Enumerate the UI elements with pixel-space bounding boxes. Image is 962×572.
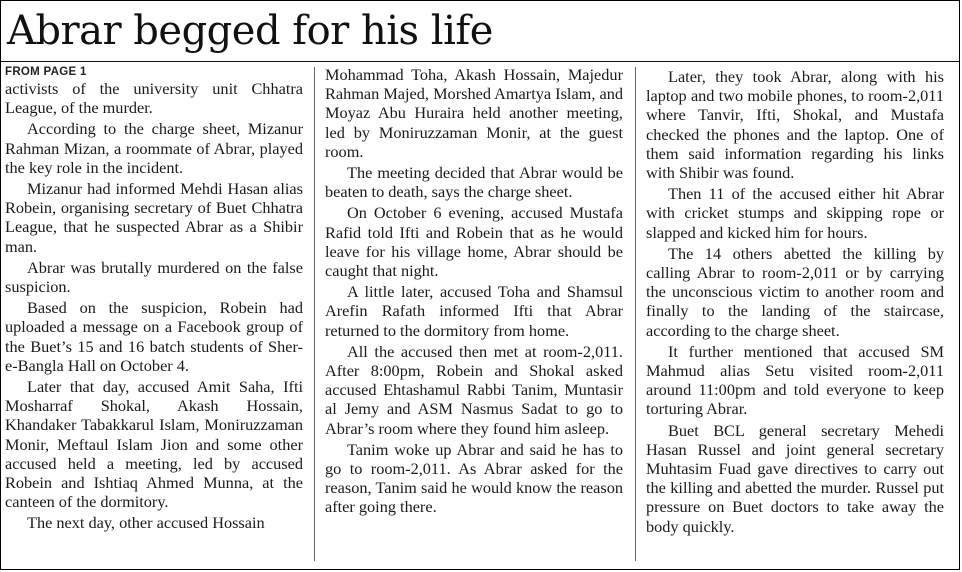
headline: Abrar begged for his life [7, 8, 493, 54]
paragraph: A little later, accused Toha and Shamsul Arefin Rafath informed Ifti that Abrar returned to the dormitory from home. [325, 282, 623, 340]
article-column-3 [646, 65, 944, 563]
paragraph: All the accused then met at room-2,011. After 8:00pm, Robein and Shokal asked accused Ehtashamul Rabbi Tanim, Muntasir al Jemy and ASM Nasmus Sadat to go to Abrar’s room where they found him asleep. [325, 341, 623, 438]
paragraph: On October 6 evening, accused Mustafa Rafid told Ifti and Robein that as he would leave for his village home, Abrar should be caught that night. [325, 203, 623, 281]
column-divider [314, 67, 315, 561]
paragraph: The 14 others abetted the killing by calling Abrar to room-2,011 or by carrying the unconscious victim to another room and finally to the landing of the staircase, according to the charge sheet. [646, 243, 944, 340]
paragraph: Later that day, accused Amit Saha, Ifti Mosharraf Shokal, Akash Hossain, Khandaker Tabakkarul Islam, Moniruzzaman Monir, Meftaul Islam Jion and some other accused held a meeting, led by accused Robein and Ishtiaq Ahmed Munna, at the canteen of the dormitory. [5, 377, 303, 512]
paragraph: Abrar was brutally murdered on the false suspicion. [5, 257, 303, 297]
paragraph: Based on the suspicion, Robein had uploaded a message on a Facebook group of the Buet’s 15 and 16 batch students of Sher-e-Bangla Hall on October 4. [5, 298, 303, 375]
paragraph: activists of the university unit Chhatra League, of the murder. [5, 79, 303, 118]
paragraph: Tanim woke up Abrar and said he has to go to room-2,011. As Abrar asked for the reason, Tanim said he would know the reason after going there. [325, 439, 623, 517]
paragraph: Buet BCL general secretary Mehedi Hasan Russel and joint general secretary Muhtasim Fuad gave directives to carry out the killing and abetted the murder. Russel put pressure on Buet doctors to take away the body quickly. [646, 420, 944, 536]
paragraph: Mizanur had informed Mehdi Hasan alias Robein, organising secretary of Buet Chhatra League, that he suspected Abrar as a Shibir man. [5, 179, 303, 256]
paragraph: Mohammad Toha, Akash Hossain, Majedur Rahman Majed, Morshed Amartya Islam, and Moyaz Abu Huraira held another meeting, led by Moniruzzaman Monir, at the guest room. [325, 65, 623, 161]
paragraph: Then 11 of the accused either hit Abrar with cricket stumps and skipping rope or slapped and kicked him for hours. [646, 184, 944, 242]
column-divider [635, 67, 636, 561]
jump-label: FROM PAGE 1 [5, 66, 87, 78]
article-column-2 [325, 65, 623, 563]
paragraph: The next day, other accused Hossain [27, 513, 265, 533]
headline-rule [1, 61, 959, 62]
paragraph: Later, they took Abrar, along with his laptop and two mobile phones, to room-2,011 where Tanvir, Ifti, Shokal, and Mustafa checked the phones and the laptop. One of them said information regarding his links with Shibir was found. [646, 67, 944, 183]
article-column-1 [5, 65, 303, 563]
paragraph: According to the charge sheet, Mizanur Rahman Mizan, a roommate of Abrar, played the key role in the incident. [5, 119, 303, 177]
paragraph: It further mentioned that accused SM Mahmud alias Setu visited room-2,011 around 11:00pm and told everyone to keep torturing Abrar. [646, 341, 944, 419]
paragraph: The meeting decided that Abrar would be beaten to death, says the charge sheet. [325, 163, 623, 202]
